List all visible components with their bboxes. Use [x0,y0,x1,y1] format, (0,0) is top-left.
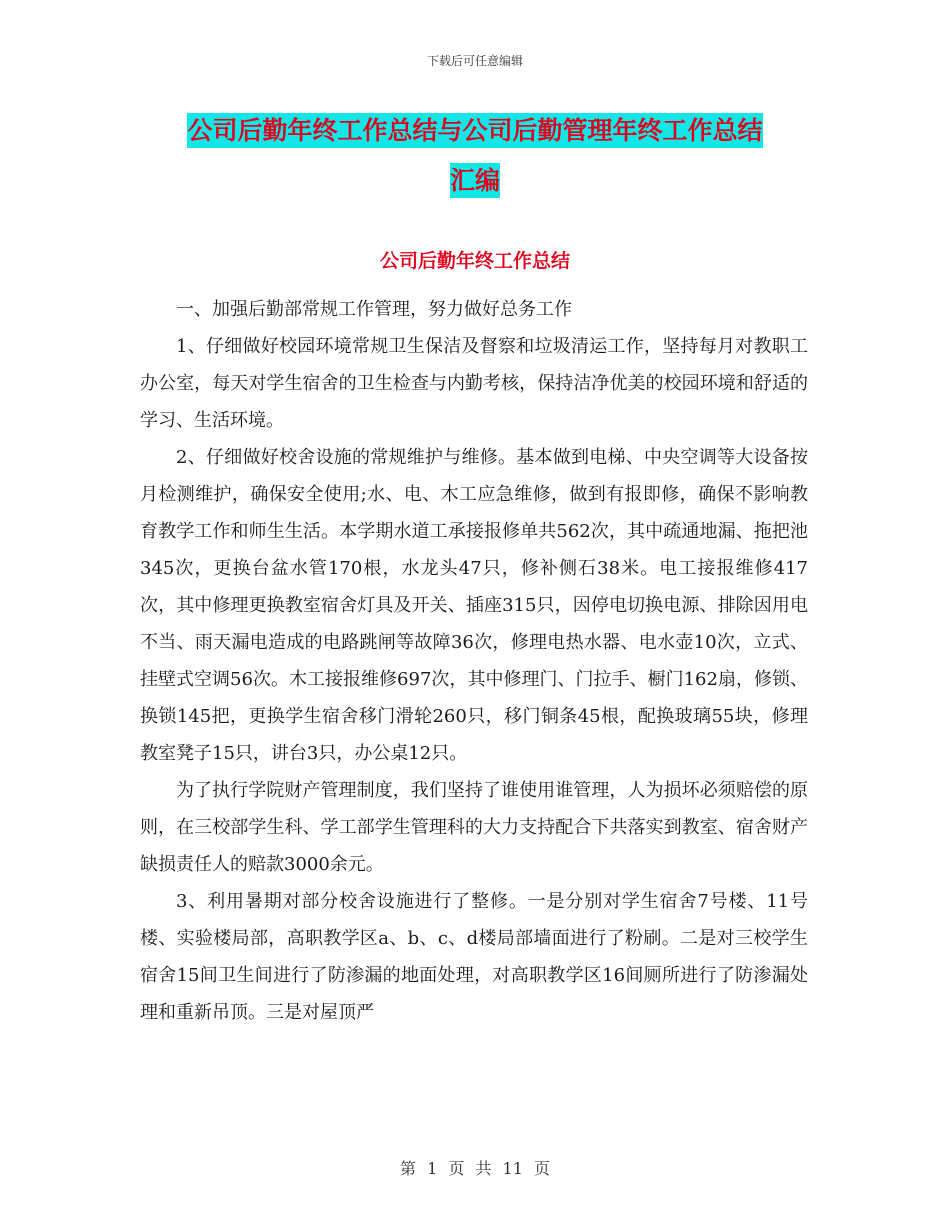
header-note: 下载后可任意编辑 [426,54,523,68]
document-title-line-2: 汇编 [450,163,500,198]
paragraph: 3、利用暑期对部分校舍设施进行了整修。一是分别对学生宿舍7号楼、11号楼、实验楼局部，高职教学区a、b、c、d楼局部墙面进行了粉刷。二是对三校学生宿舍15间卫生间进行了防渗漏的地面处理，对高职教学区16间厕所进行了防渗漏处理和重新吊顶。三是对屋顶严 [140,891,808,1023]
document-title [140,106,810,206]
paragraph-heading: 一、加强后勤部常规工作管理，努力做好总务工作 [176,299,572,320]
paragraph: 为了执行学院财产管理制度，我们坚持了谁使用谁管理，人为损坏必须赔偿的原则，在三校部学生科、学工部学生管理科的大力支持配合下共落实到教室、宿舍财产缺损责任人的赔款3000余元。 [140,780,808,875]
document-title-line-1: 公司后勤年终工作总结与公司后勤管理年终工作总结 [187,113,762,148]
document-body [140,291,808,1031]
section-title: 公司后勤年终工作总结 [379,250,570,272]
page-footer: 第 1 页 共 11 页 [400,1159,550,1178]
paragraph: 1、仔细做好校园环境常规卫生保洁及督察和垃圾清运工作，坚持每月对教职工办公室，每天对学生宿舍的卫生检查与内勤考核，保持洁净优美的校园环境和舒适的学习、生活环境。 [140,336,808,431]
paragraph: 2、仔细做好校舍设施的常规维护与维修。基本做到电梯、中央空调等大设备按月检测维护，确保安全使用;水、电、木工应急维修，做到有报即修，确保不影响教育教学工作和师生生活。本学期水道工承接报修单共562次，其中疏通地漏、拖把池345次，更换台盆水管170根，水龙头47只，修补侧石38米。电工接报维修417次，其中修理更换教室宿舍灯具及开关、插座315只，因停电切换电源、排除因用电不当、雨天漏电造成的电路跳闸等故障36次，修理电热水器、电水壶10次，立式、挂壁式空调56次。木工接报维修697次，其中修理门、门拉手、橱门162扇，修锁、换锁145把，更换学生宿舍移门滑轮260只，移门铜条45根，配换玻璃55块，修理教室凳子15只，讲台3只，办公桌12只。 [140,447,808,764]
